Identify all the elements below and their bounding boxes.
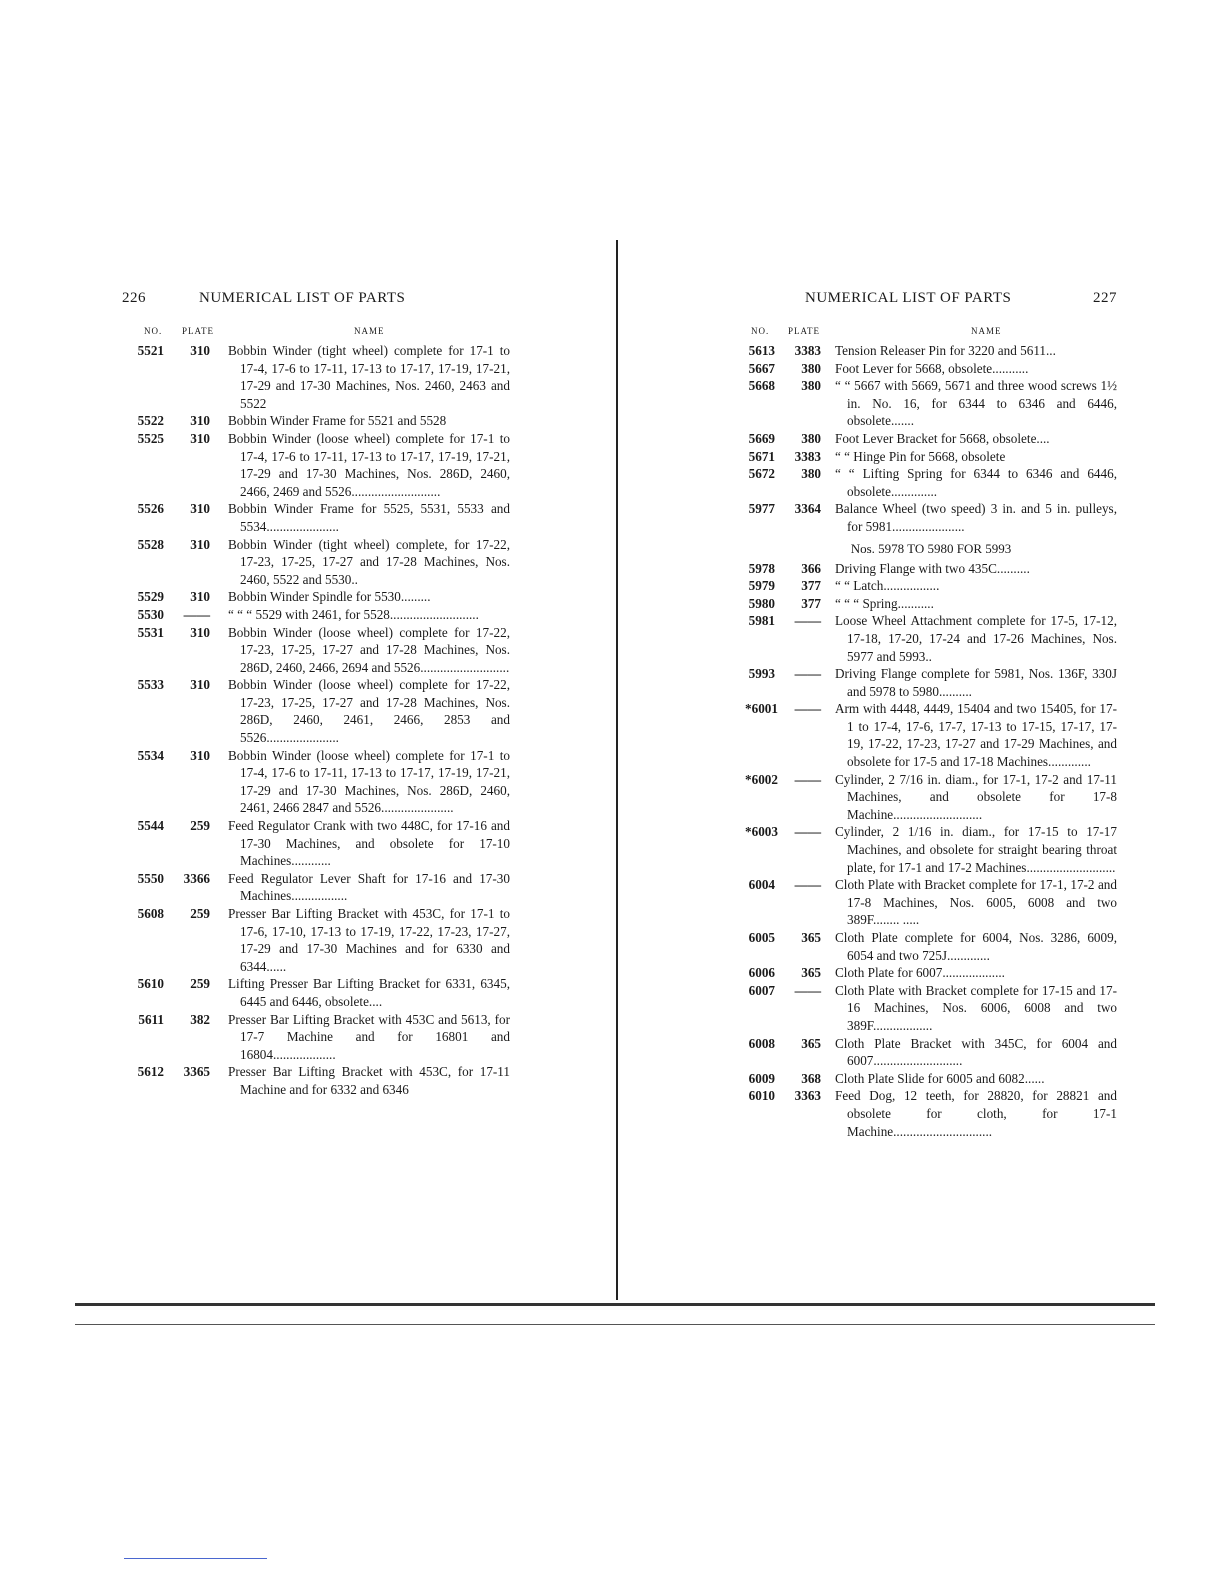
part-name: Bobbin Winder Frame for 5525, 5531, 5533 and 5534......................	[228, 501, 510, 534]
part-no: 5525	[137, 430, 164, 446]
right-parts-list-b	[745, 560, 1117, 1141]
part-no: 5613	[748, 343, 775, 358]
part-no: 5521	[137, 343, 164, 358]
left-parts-list	[122, 342, 510, 1099]
part-entry	[745, 577, 1117, 595]
part-name: Driving Flange complete for 5981, Nos. 136F, 330J and 5978 to 5980..........	[835, 666, 1117, 699]
part-plate: 380	[801, 378, 821, 394]
part-no: 5980	[748, 595, 775, 611]
part-plate: 3383	[794, 343, 821, 358]
part-no: 6007	[748, 982, 775, 998]
part-no: 5981	[748, 613, 775, 629]
part-name: “ “ “ 5529 with 2461, for 5528...........................	[228, 606, 479, 622]
part-no: *6001	[745, 701, 778, 717]
part-entry	[122, 747, 510, 817]
part-name: “ “ 5667 with 5669, 5671 and three wood screws 1½ in. No. 16, for 6344 to 6346 and 6446, obsolete.......	[835, 378, 1117, 429]
part-entry	[745, 360, 1117, 378]
part-entry	[122, 870, 510, 905]
part-no: 5612	[137, 1064, 164, 1080]
part-entry	[122, 1011, 510, 1064]
part-entry	[745, 771, 1117, 824]
part-name: Feed Regulator Crank with two 448C, for 17-16 and 17-30 Machines, and obsolete for 17-10 Machines............	[228, 818, 510, 869]
part-no: 5534	[137, 747, 164, 763]
part-name: Bobbin Winder (loose wheel) complete for 17-22, 17-23, 17-25, 17-27 and 17-28 Machines, Nos. 286D, 2460, 2466, 2694 and 5526...........................	[228, 624, 510, 675]
part-name: Cylinder, 2 1/16 in. diam., for 17-15 to 17-17 Machines, and obsolete for straight bearing throat plate, for 17-1 and 17-2 Machines...........................	[835, 824, 1117, 875]
part-entry	[122, 975, 510, 1010]
part-plate: 382	[190, 1011, 210, 1027]
part-no: 5611	[138, 1011, 164, 1027]
part-name: Cloth Plate Bracket with 345C, for 6004 and 6007...........................	[835, 1035, 1117, 1069]
part-plate: ——	[794, 701, 821, 717]
part-name: “ “ Hinge Pin for 5668, obsolete	[835, 448, 1006, 464]
part-entry	[745, 448, 1117, 466]
part-entry	[122, 536, 510, 589]
left-page-header	[122, 290, 510, 314]
part-entry	[122, 606, 510, 624]
part-name: Presser Bar Lifting Bracket with 453C, for 17-1 to 17-6, 17-10, 17-13 to 17-19, 17-22, 17-23, 17-27, 17-29 and 17-30 Machines and for 6330 and 6344......	[228, 906, 510, 974]
section-subheading: Nos. 5978 TO 5980 FOR 5993	[850, 540, 1012, 556]
part-plate: 380	[801, 466, 821, 482]
part-plate: ——	[794, 982, 821, 998]
part-name: “ “ Latch.................	[835, 578, 940, 594]
col-no-header: NO.	[751, 326, 770, 336]
part-name: Cloth Plate Slide for 6005 and 6082......	[835, 1070, 1045, 1086]
part-plate: ——	[794, 666, 821, 682]
part-no: 5977	[748, 501, 775, 517]
part-name: Arm with 4448, 4449, 15404 and two 15405, for 17-1 to 17-4, 17-6, 17-7, 17-13 to 17-15, 17-17, 17-19, 17-22, 17-23, 17-27 and 17-29 Machines, and obsolete for 17-5 and 17-18 Machines.............	[835, 701, 1117, 770]
part-no: 6004	[748, 877, 775, 893]
part-plate: 365	[801, 1035, 821, 1051]
part-entry	[745, 1035, 1117, 1070]
right-page-number: 227	[1093, 290, 1117, 306]
page-gutter-line	[616, 240, 618, 1300]
part-plate: ——	[794, 771, 821, 787]
part-entry	[745, 700, 1117, 770]
part-entry	[122, 624, 510, 677]
left-page-number: 226	[122, 290, 146, 306]
part-plate: 310	[190, 589, 210, 605]
part-no: 5669	[748, 430, 775, 446]
part-name: Cylinder, 2 7/16 in. diam., for 17-1, 17-2 and 17-11 Machines, and obsolete for 17-8 Machine...........................	[835, 771, 1117, 822]
part-name: Bobbin Winder (tight wheel) complete for 17-1 to 17-4, 17-6 to 17-11, 17-13 to 17-17, 17-19, 17-21, 17-29 and 17-30 Machines, Nos. 2460, 2463 and 5522	[228, 343, 510, 411]
part-plate: 259	[190, 906, 210, 921]
footnote-link-line	[124, 1558, 267, 1559]
part-entry	[745, 929, 1117, 964]
part-plate: 3365	[183, 1064, 210, 1080]
part-plate: 365	[801, 965, 821, 981]
part-no: 5610	[137, 976, 164, 992]
part-entry	[745, 1087, 1117, 1140]
col-plate-header: PLATE	[182, 326, 214, 336]
part-no: 5979	[748, 578, 775, 594]
part-entry	[122, 500, 510, 535]
part-name: Tension Releaser Pin for 3220 and 5611...	[835, 343, 1056, 358]
part-entry	[745, 982, 1117, 1035]
right-page-header	[745, 290, 1117, 314]
part-entry	[745, 876, 1117, 929]
part-entry	[745, 465, 1117, 500]
part-name: Cloth Plate with Bracket complete for 17-1, 17-2 and 17-8 Machines, Nos. 6005, 6008 and two 389F........ .....	[835, 877, 1117, 928]
part-plate: 310	[190, 747, 210, 763]
part-name: Presser Bar Lifting Bracket with 453C and 5613, for 17-7 Machine and for 16801 and 16804...................	[228, 1011, 510, 1062]
part-entry	[122, 412, 510, 430]
part-no: 5993	[748, 666, 775, 682]
part-plate: 310	[190, 430, 210, 446]
left-page	[122, 290, 510, 1099]
part-name: Feed Dog, 12 teeth, for 28820, for 28821 and obsolete for cloth, for 17-1 Machine..............................	[835, 1088, 1117, 1139]
part-name: “ “ Lifting Spring for 6344 to 6346 and 6446, obsolete..............	[835, 466, 1117, 499]
part-plate: ——	[794, 877, 821, 893]
part-no: *6002	[745, 771, 778, 787]
part-entry	[122, 342, 510, 412]
part-entry	[745, 595, 1117, 613]
part-name: Driving Flange with two 435C..........	[835, 560, 1030, 576]
part-no: 5528	[137, 536, 164, 552]
part-name: Bobbin Winder Spindle for 5530.........	[228, 589, 431, 605]
part-plate: 310	[190, 536, 210, 552]
right-column-headers	[745, 326, 1117, 342]
part-no: 6005	[748, 930, 775, 945]
part-plate: 3364	[794, 501, 821, 517]
part-no: 5978	[748, 560, 775, 576]
part-plate: 365	[801, 930, 821, 945]
part-entry	[122, 817, 510, 870]
part-name: Bobbin Winder (loose wheel) complete for 17-1 to 17-4, 17-6 to 17-11, 17-13 to 17-17, 17-19, 17-21, 17-29 and 17-30 Machines, Nos. 286D, 2460, 2466, 2469 and 5526...........................	[228, 430, 510, 499]
part-name: Loose Wheel Attachment complete for 17-5, 17-12, 17-18, 17-20, 17-24 and 17-26 Machines, Nos. 5977 and 5993..	[835, 613, 1117, 664]
part-plate: 310	[190, 677, 210, 693]
part-plate: 259	[190, 976, 210, 992]
part-plate: 259	[190, 818, 210, 834]
part-plate: 377	[801, 595, 821, 611]
part-entry	[745, 500, 1117, 535]
right-page-title: NUMERICAL LIST OF PARTS	[805, 290, 1012, 306]
part-plate: 310	[190, 624, 210, 640]
part-entry	[122, 905, 510, 975]
part-plate: 380	[801, 430, 821, 446]
part-no: 5529	[137, 589, 164, 605]
part-entry	[745, 1070, 1117, 1088]
part-entry	[745, 560, 1117, 578]
part-plate: 3366	[183, 870, 210, 886]
part-no: 5544	[137, 818, 164, 834]
part-name: Cloth Plate with Bracket complete for 17-15 and 17-16 Machines, Nos. 6006, 6008 and two 389F..................	[835, 982, 1117, 1033]
part-no: 5526	[137, 501, 164, 517]
part-plate: 310	[190, 501, 210, 517]
part-name: Lifting Presser Bar Lifting Bracket for 6331, 6345, 6445 and 6446, obsolete....	[228, 976, 510, 1009]
part-name: Cloth Plate for 6007...................	[835, 965, 1005, 981]
col-no-header: NO.	[144, 326, 163, 336]
bottom-rule-thin	[75, 1324, 1155, 1325]
part-name: Feed Regulator Lever Shaft for 17-16 and 17-30 Machines.................	[228, 870, 510, 904]
part-no: 5672	[748, 466, 775, 482]
part-name: Bobbin Winder (loose wheel) complete for 17-22, 17-23, 17-25, 17-27 and 17-28 Machines, Nos. 286D, 2460, 2461, 2466, 2853 and 5526......................	[228, 677, 510, 746]
part-plate: 3383	[794, 448, 821, 464]
part-entry	[122, 1063, 510, 1098]
part-no: 6008	[748, 1035, 775, 1051]
part-no: 5608	[137, 906, 164, 921]
part-name: Cloth Plate complete for 6004, Nos. 3286, 6009, 6054 and two 725J.............	[835, 930, 1117, 963]
part-no: 6006	[748, 965, 775, 981]
part-plate: 310	[190, 413, 210, 429]
part-entry	[745, 964, 1117, 982]
part-entry	[745, 377, 1117, 430]
part-plate: ——	[794, 613, 821, 629]
part-no: 5671	[748, 448, 775, 464]
col-plate-header: PLATE	[788, 326, 820, 336]
right-parts-list-a	[745, 342, 1117, 536]
part-plate: 310	[190, 343, 210, 358]
part-no: 6009	[748, 1070, 775, 1086]
part-plate: 380	[801, 360, 821, 376]
right-page	[745, 290, 1117, 1140]
part-name: Presser Bar Lifting Bracket with 453C, for 17-11 Machine and for 6332 and 6346	[228, 1064, 510, 1097]
part-plate: 368	[801, 1070, 821, 1086]
part-entry	[745, 823, 1117, 876]
part-entry	[122, 430, 510, 500]
part-name: Bobbin Winder Frame for 5521 and 5528	[228, 413, 447, 429]
part-no: 5530	[137, 606, 164, 622]
part-no: *6003	[745, 824, 778, 840]
part-name: “ “ “ Spring...........	[835, 595, 934, 611]
part-name: Bobbin Winder (tight wheel) complete, for 17-22, 17-23, 17-25, 17-27 and 17-28 Machines, Nos. 2460, 5522 and 5530..	[228, 536, 510, 587]
part-plate: 377	[801, 578, 821, 594]
col-name-header: NAME	[354, 326, 385, 336]
part-no: 5550	[137, 870, 164, 886]
part-plate: 3363	[794, 1088, 821, 1104]
part-entry	[745, 342, 1117, 360]
part-no: 5668	[748, 378, 775, 394]
part-no: 5522	[137, 413, 164, 429]
part-entry	[745, 612, 1117, 665]
part-plate: ——	[794, 824, 821, 840]
part-no: 5531	[137, 624, 164, 640]
left-column-headers	[122, 326, 510, 342]
part-entry	[122, 676, 510, 746]
part-no: 5667	[748, 360, 775, 376]
part-name: Balance Wheel (two speed) 3 in. and 5 in. pulleys, for 5981......................	[835, 501, 1117, 534]
part-plate: ——	[183, 606, 210, 622]
left-page-title: NUMERICAL LIST OF PARTS	[199, 290, 406, 306]
part-no: 5533	[137, 677, 164, 693]
bottom-rule	[75, 1303, 1155, 1306]
part-name: Bobbin Winder (loose wheel) complete for 17-1 to 17-4, 17-6 to 17-11, 17-13 to 17-17, 17-19, 17-21, 17-29 and 17-30 Machines, Nos. 286D, 2460, 2461, 2466 2847 and 5526......................	[228, 747, 510, 816]
col-name-header: NAME	[971, 326, 1002, 336]
part-no: 6010	[748, 1088, 775, 1104]
part-entry	[122, 588, 510, 606]
part-name: Foot Lever Bracket for 5668, obsolete....	[835, 430, 1050, 446]
part-entry	[745, 665, 1117, 700]
part-entry	[745, 430, 1117, 448]
part-plate: 366	[801, 560, 821, 576]
part-name: Foot Lever for 5668, obsolete...........	[835, 360, 1029, 376]
